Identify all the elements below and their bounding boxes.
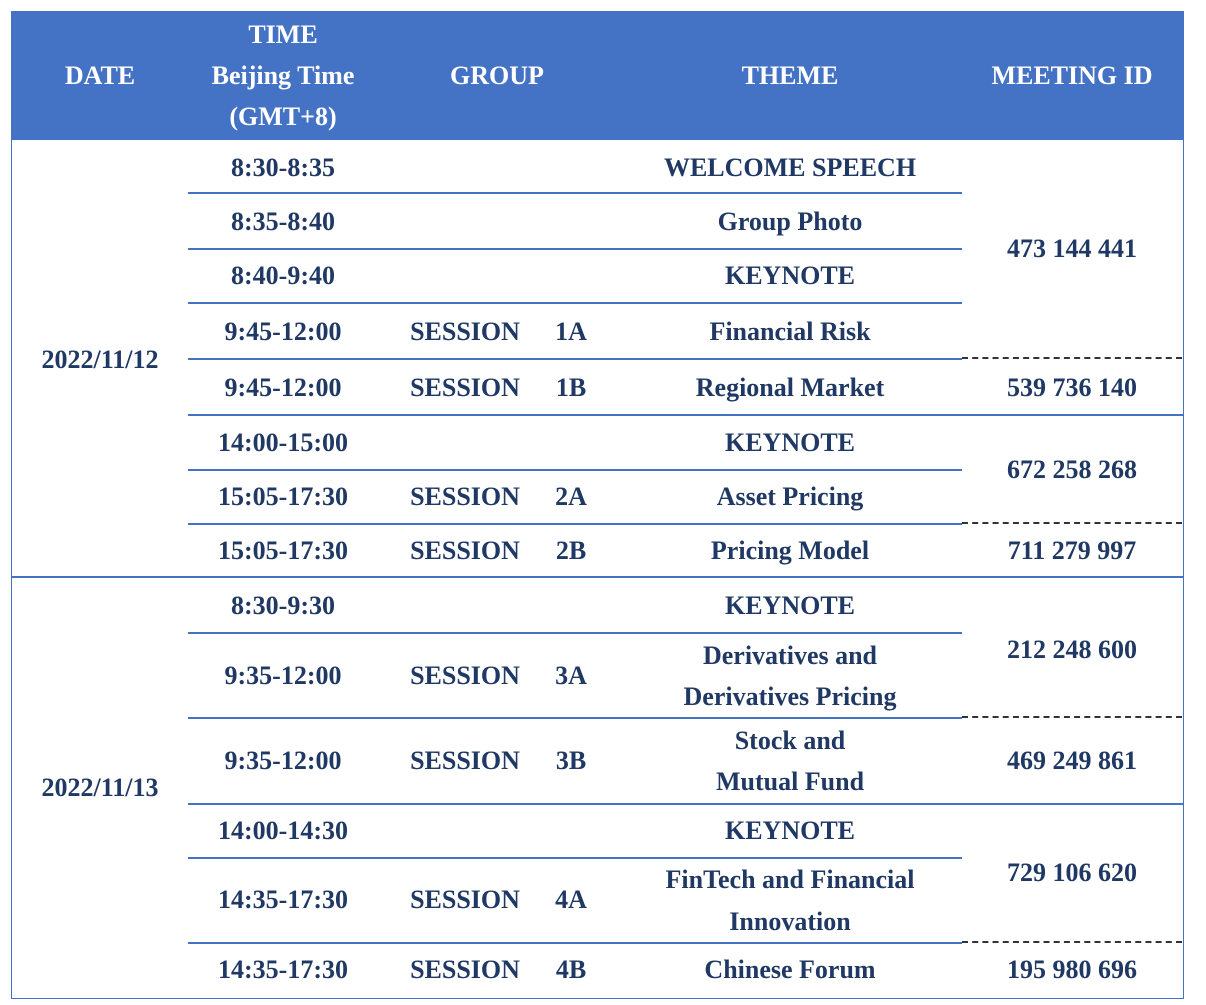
theme-cell: Chinese Forum	[704, 955, 876, 984]
theme-cell-line2: Derivatives Pricing	[683, 682, 897, 711]
time-cell: 8:30-9:30	[231, 591, 335, 620]
meeting-id-cell: 539 736 140	[1007, 373, 1137, 402]
group-code: 1A	[555, 317, 587, 346]
group-code: 1B	[555, 373, 587, 402]
time-cell: 9:35-12:00	[224, 746, 342, 775]
time-cell: 14:00-15:00	[218, 428, 348, 457]
header-date: DATE	[64, 61, 136, 90]
time-cell: 9:45-12:00	[224, 373, 342, 402]
theme-cell: KEYNOTE	[724, 816, 856, 845]
row-rule	[188, 358, 962, 360]
theme-cell: WELCOME SPEECH	[663, 153, 917, 182]
theme-cell: KEYNOTE	[724, 428, 856, 457]
meeting-id-divider	[962, 941, 1182, 943]
session-label: SESSION	[410, 373, 520, 402]
header-group: GROUP	[450, 61, 544, 90]
meeting-id-divider	[962, 522, 1182, 524]
header-time-zone: Beijing Time	[211, 61, 355, 90]
group-code: 4A	[555, 885, 587, 914]
group-code: 2B	[555, 536, 587, 565]
group-code: 3A	[555, 661, 587, 690]
theme-cell-line2: Innovation	[729, 907, 851, 936]
session-label: SESSION	[410, 317, 520, 346]
theme-cell: Pricing Model	[710, 536, 870, 565]
row-rule	[188, 632, 962, 634]
theme-cell: Asset Pricing	[716, 482, 864, 511]
group-code: 4B	[555, 955, 587, 984]
row-rule	[188, 414, 1184, 416]
time-cell: 14:35-17:30	[218, 955, 348, 984]
meeting-id-cell: 711 279 997	[1007, 536, 1137, 565]
time-cell: 9:45-12:00	[224, 317, 342, 346]
meeting-id-divider	[962, 357, 1182, 359]
session-label: SESSION	[410, 536, 520, 565]
session-label: SESSION	[410, 746, 520, 775]
header-theme: THEME	[741, 61, 839, 90]
meeting-id-cell: 195 980 696	[1007, 955, 1137, 984]
day-divider	[11, 576, 1184, 578]
theme-cell: KEYNOTE	[724, 261, 856, 290]
date-cell: 2022/11/12	[41, 345, 159, 374]
time-cell: 15:05-17:30	[218, 536, 348, 565]
time-cell: 14:00-14:30	[218, 816, 348, 845]
row-rule	[188, 248, 962, 250]
time-cell: 8:35-8:40	[231, 207, 335, 236]
time-cell: 15:05-17:30	[218, 482, 348, 511]
theme-cell-line2: Mutual Fund	[715, 767, 865, 796]
meeting-id-cell: 469 249 861	[1007, 746, 1137, 775]
session-label: SESSION	[410, 885, 520, 914]
time-cell: 14:35-17:30	[218, 885, 348, 914]
session-label: SESSION	[410, 482, 520, 511]
theme-cell: KEYNOTE	[724, 591, 856, 620]
session-label: SESSION	[410, 955, 520, 984]
group-code: 3B	[555, 746, 587, 775]
time-cell: 8:30-8:35	[231, 153, 335, 182]
theme-cell: Group Photo	[717, 207, 863, 236]
header-time-gmt: (GMT+8)	[229, 102, 337, 131]
row-rule	[188, 302, 962, 304]
row-rule	[188, 469, 962, 471]
schedule-table	[11, 11, 1184, 999]
time-cell: 8:40-9:40	[231, 261, 335, 290]
header-meeting-id: MEETING ID	[991, 61, 1153, 90]
date-cell: 2022/11/13	[41, 773, 159, 802]
theme-cell-line1: FinTech and Financial	[665, 865, 915, 894]
row-rule	[188, 803, 1184, 805]
group-code: 2A	[555, 482, 587, 511]
meeting-id-cell: 473 144 441	[1007, 234, 1137, 263]
header-time: TIME	[248, 20, 318, 49]
session-label: SESSION	[410, 661, 520, 690]
row-rule	[188, 192, 962, 194]
meeting-id-cell: 729 106 620	[1007, 858, 1137, 887]
theme-cell-line1: Derivatives and	[702, 641, 878, 670]
theme-cell-line1: Stock and	[734, 726, 846, 755]
meeting-id-cell: 212 248 600	[1007, 635, 1137, 664]
theme-cell: Financial Risk	[709, 317, 871, 346]
row-rule	[188, 523, 962, 525]
theme-cell: Regional Market	[695, 373, 885, 402]
meeting-id-divider	[962, 716, 1182, 718]
meeting-id-cell: 672 258 268	[1007, 455, 1137, 484]
time-cell: 9:35-12:00	[224, 661, 342, 690]
